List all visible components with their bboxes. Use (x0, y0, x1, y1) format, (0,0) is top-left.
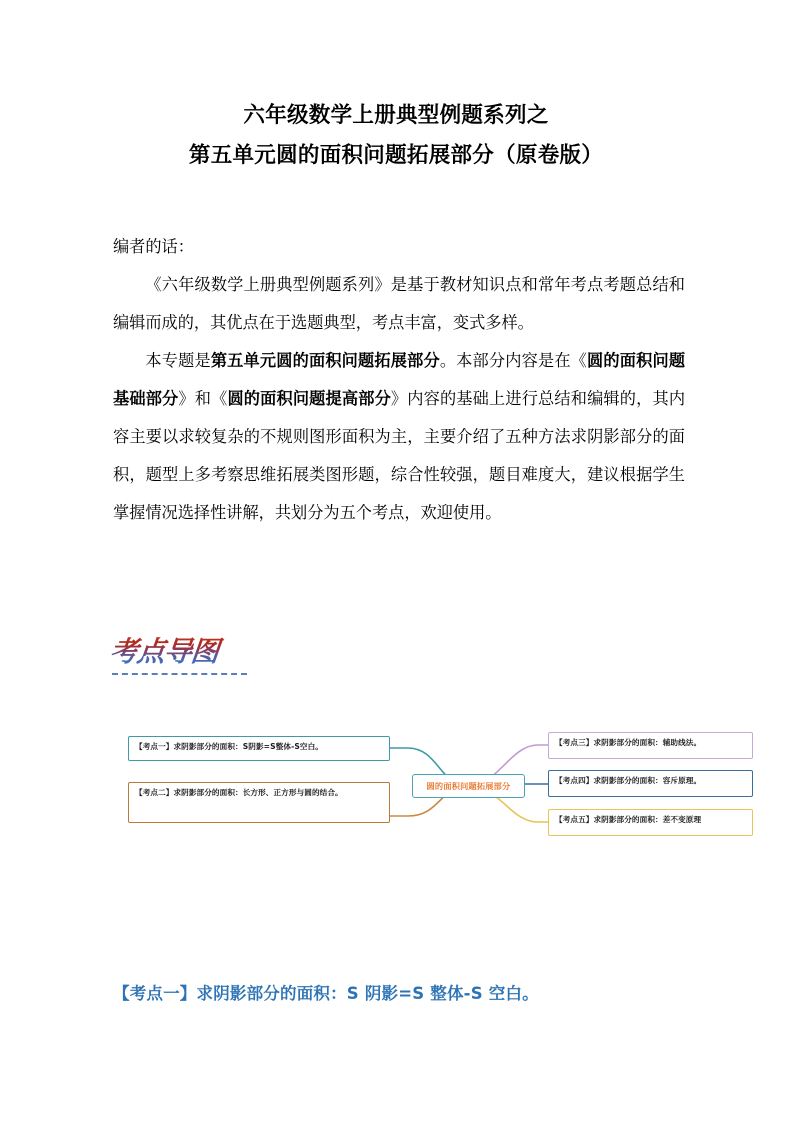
topic-text-4: 》内容的基础上进行总结和编辑的，其内容主要以求较复杂的不规则图形面积为主，主要介绍了五种方法求阴影部分的面积，题型上多考察思维拓展类图形题，综合性较强，题目难度大，建议根据学生掌握情况选择性讲解，共划分为五个考点，欢迎使用。 (113, 389, 686, 522)
topic-text-1: 本专题是 (145, 351, 211, 370)
art-heading-text: 考点导图 (108, 634, 262, 670)
document-title (96, 96, 696, 176)
mindmap-node-kaodian-5[interactable]: 【考点五】求阴影部分的面积：差不变原理 (548, 809, 753, 836)
mindmap-diagram (118, 726, 758, 842)
mindmap-center-node[interactable]: 圆的面积问题拓展部分 (412, 774, 525, 798)
title-line-1: 六年级数学上册典型例题系列之 (243, 103, 549, 128)
art-heading-underline (112, 673, 247, 675)
document-body (113, 228, 685, 532)
topic-bold-3: 圆的面积问题提高部分 (227, 389, 391, 408)
section-heading-kaodian-1: 【考点一】求阴影部分的面积：S 阴影=S 整体-S 空白。 (113, 984, 539, 1003)
topic-text-2: 。本部分内容是在《 (439, 351, 588, 370)
title-line-2: 第五单元圆的面积问题拓展部分（原卷版） (188, 143, 604, 168)
topic-paragraph (113, 342, 685, 532)
kaodian-daotu-heading (110, 634, 260, 682)
topic-bold-1: 第五单元圆的面积问题拓展部分 (210, 351, 440, 370)
mindmap-node-kaodian-2[interactable]: 【考点二】求阴影部分的面积：长方形、正方形与圆的结合。 (128, 782, 390, 823)
topic-bold-2: 圆的面积问题基础部分 (113, 351, 686, 408)
editor-note-label: 编者的话： (113, 237, 194, 256)
intro-paragraph: 《六年级数学上册典型例题系列》是基于教材知识点和常年考点考题总结和编辑而成的，其优点在于选题典型，考点丰富，变式多样。 (113, 275, 685, 332)
mindmap-node-kaodian-1[interactable]: 【考点一】求阴影部分的面积：S阴影=S整体-S空白。 (128, 736, 390, 761)
mindmap-node-kaodian-4[interactable]: 【考点四】求阴影部分的面积：容斥原理。 (548, 770, 753, 797)
mindmap-node-kaodian-3[interactable]: 【考点三】求阴影部分的面积：辅助线法。 (548, 732, 753, 759)
topic-text-3: 》和《 (178, 389, 228, 408)
